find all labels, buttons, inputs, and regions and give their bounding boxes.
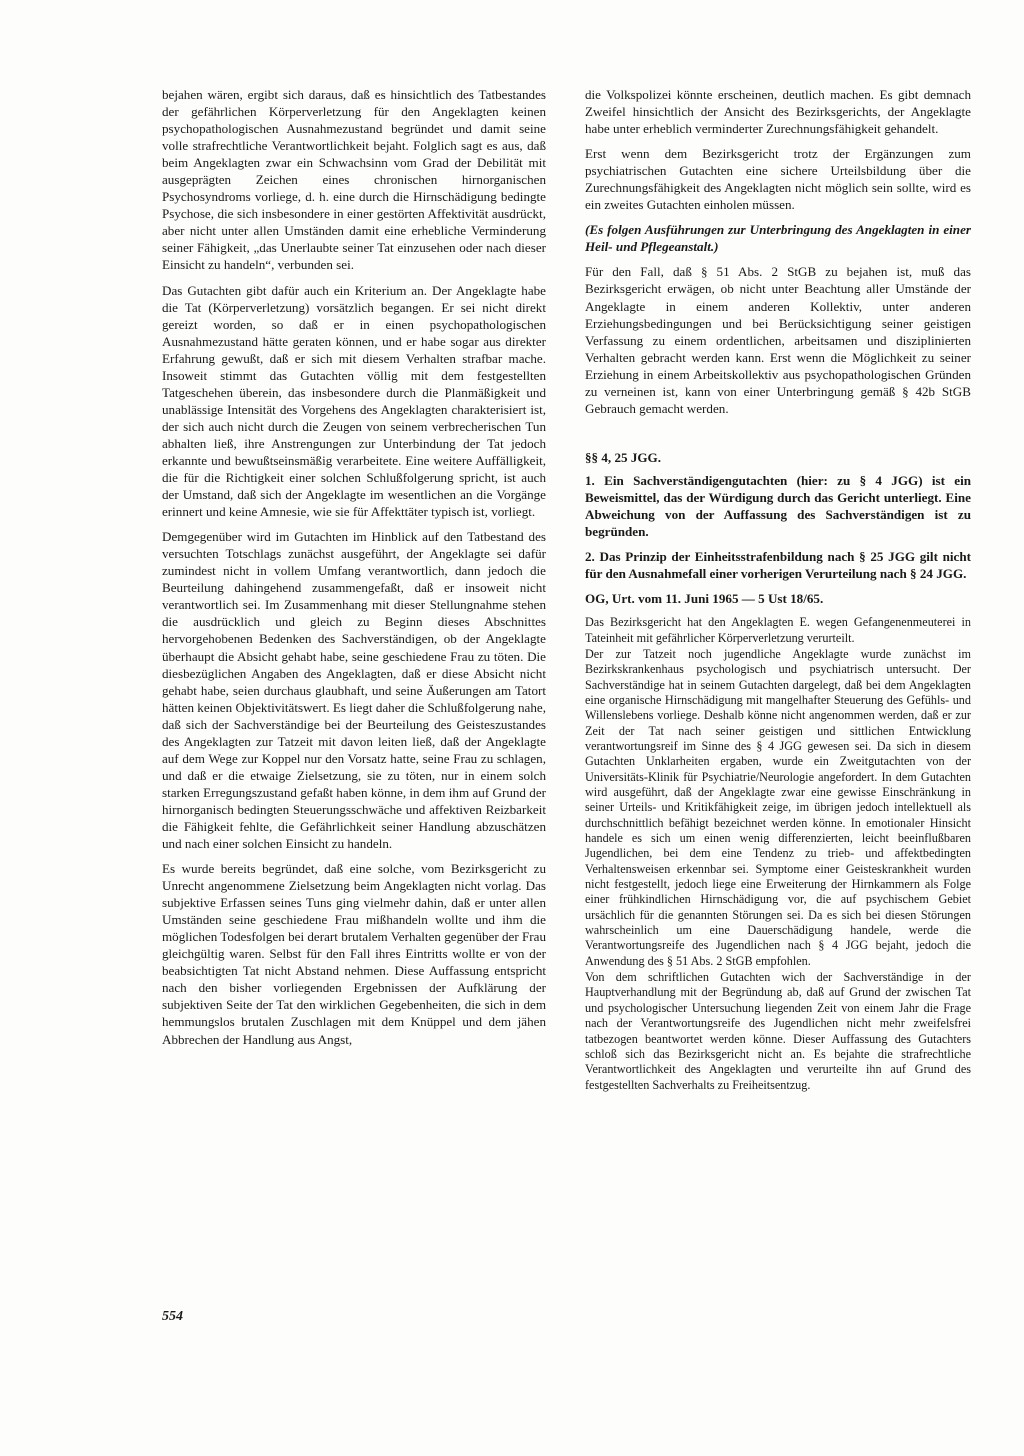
case-text bbox=[585, 615, 971, 1093]
section-spacer bbox=[585, 425, 971, 449]
left-paragraph-4: Es wurde bereits begründet, daß eine solche, vom Bezirksgericht zu Unrecht angenommene Zielsetzung beim Angeklagten nicht vorlag. Das subjektive Erfassen seines Tuns ging vielmehr dahin, daß er unter allen Umständen seine geschiedene Frau mißhandeln wollte und ihm die möglichen Todesfolgen bei derart brutalem Verhalten gegenüber der Frau gleichgültig waren. Selbst für den Fall ihres Eintritts wollte er von der beabsichtigten Tat nicht Abstand nehmen. Diese Auffassung entspricht nach den bisher vorliegenden Ergebnissen der Aufklärung der subjektiven Seite der Tat den wirklichen Gegebenheiten, die sich in dem hemmungslos brutalen Zuschlagen mit dem Knüppel und dem jähen Abbrechen der Handlung aus Angst, bbox=[162, 861, 547, 1047]
left-paragraph-2: Das Gutachten gibt dafür auch ein Kriterium an. Der Angeklagte habe die Tat (Körperverletzung) vorsätzlich begangen. Er sei nicht direkt gereizt worden, so daß er in einen psychopathologischen Ausnahmezustand hätte geraten können, und er habe sogar aus direkter Erfahrung gewußt, daß er sich mit diesem Verhalten strafbar mache. Insoweit stimmt das Gutachten völlig mit dem festgestellten Tatgeschehen überein, das insbesondere durch die Planmäßigkeit und unablässige Intensität des Vorgehens des Angeklagten charakterisiert ist, der sich auch nicht durch die Zeugen von seinem verbrecherischen Tun abhalten ließ, ihre Anstrengungen zur Unterbindung der Tat jedoch erkannte und bewußtseinsmäßig verarbeitete. Eine weitere Auffälligkeit, die für die Richtigkeit einer solchen Schlußfolgerung spricht, ist auch der Umstand, daß sich der Angeklagte im wesentlichen an die Vorgänge erinnert und keine Amnesie, wie sie für Affekttäter typisch ist, vorliegt. bbox=[162, 282, 546, 520]
right-paragraph-2: Erst wenn dem Bezirksgericht trotz der Ergänzungen zum psychiatrischen Gutachten eine sichere Urteilsbildung über die Zurechnungsfähigkeit des Angeklagten nicht möglich sein sollte, wird es ein zweites Gutachten einholen müssen. bbox=[585, 146, 971, 213]
left-paragraph-3: Demgegenüber wird im Gutachten im Hinblick auf den Tatbestand des versuchten Totschlags zunächst ausgeführt, der Angeklagte sei dafür zumindest nicht in vollem Umfang verantwortlich, dann jedoch die Beurteilung dahingehend zusammengefaßt, daß er insoweit nicht verantwortlich sei. Im Zusammenhang mit dieser Stellungnahme stehen die ausdrücklich und gleich zu Beginn dieses Abschnittes hervorgehobenen Bedenken des Sachverständigen, ob der Angeklagte überhaupt die Absicht gehabt habe, seine geschiedene Frau zu töten. Die diesbezüglichen Angaben des Angeklagten, daß er diese Absicht nicht gehabt habe, seien durchaus glaubhaft, und seine Äußerungen am Tatort hätten keinen Objektivitätswert. Es liegt daher die Schlußfolgerung nahe, daß sich der Sachverständige bei der Beurteilung des Geisteszustandes des Angeklagten zur Tatzeit mit davon leiten ließ, daß der Angeklagte auf dem Wege zur Koppel nur den Vorsatz hatte, seine Frau zu schlagen, und daß er die etwaige Zielsetzung, sie zu töten, nur in einem solch starken Erregungszustand gefaßt haben könne, in dem ihm auf Grund der hirnorganisch bedingten Steuerungsschwäche und affektiven Reizbarkeit die Fähigkeit fehlte, die Gefährlichkeit seiner Handlung abzuschätzen und nach einer solchen Einsicht zu handeln. bbox=[162, 529, 546, 852]
section-heading: §§ 4, 25 JGG. bbox=[585, 449, 662, 465]
right-paragraph-3: Für den Fall, daß § 51 Abs. 2 StGB zu bejahen ist, muß das Bezirksgericht erwägen, ob nicht unter Beachtung aller Umstände der Angeklagte in einem anderen Kollektiv, unter anderen Erziehungsbedingungen und bei Berücksichtigung seiner geistigen Verfassung zu einem ordentlichen, arbeitsamen und disziplinierten Verhalten gebracht werden kann. Erst wenn die Möglichkeit zu seiner Erziehung in einem Arbeitskollektiv aus psychopathologischen Gründen zu verneinen ist, kann von einer Unterbringung gemäß § 42b StGB Gebrauch gemacht werden. bbox=[585, 264, 971, 416]
case-paragraph-2: Der zur Tatzeit noch jugendliche Angeklagte wurde zunächst im Bezirkskrankenhaus psychologisch und psychiatrisch untersucht. Der Sachverständige hat in seinem Gutachten dargelegt, daß bei dem Angeklagten eine organische Hirnschädigung mit mangelhafter Steuerung des Gefühls- und Willenslebens vorliege. Deshalb könne nicht angenommen werden, daß er zur Zeit der Tat nach seiner geistigen und sittlichen Entwicklung verantwortungsreif im Sinne des § 4 JGG gewesen sei. Da sich in diesem Gutachten Unklarheiten ergaben, wurde ein Zweitgutachten von der Universitäts-Klinik für Psychiatrie/Neurologie angefordert. In dem Gutachten wird ausgeführt, daß der Angeklagte zwar eine gewisse Einschränkung in seiner Urteils- und Kritikfähigkeit zeige, im übrigen jedoch intellektuell als durchschnittlich befähigt bezeichnet werden könne. In emotionaler Hinsicht handele es sich um einen wenig differenzierten, leicht beeinflußbaren Jugendlichen, bei dem eine Tendenz zu trieb- und affektbedingten Verhaltensweisen erkennbar sei. Symptome einer Geisteskrankheit wurden nicht festgestellt, jedoch liege eine Erweiterung der Hirnkammern als Folge einer frühkindlichen Hirnschädigung vor, die auf psychischem Gebiet ursächlich für die genannten Störungen sei. Da es sich bei diesen Störungen wahrscheinlich um eine Dauerschädigung handele, werde die Verantwortungsreife des Jugendlichen nach § 4 JGG bejaht, jedoch die Anwendung des § 51 Abs. 2 StGB empfohlen. bbox=[585, 646, 971, 968]
headnote-1: 1. Ein Sachverständigengutachten (hier: zu § 4 JGG) ist ein Beweismittel, das der Würdigung durch das Gericht unterliegt. Eine Abweichung von der Auffassung des Sachverständigen ist zu begründen. bbox=[585, 472, 971, 540]
right-column bbox=[585, 86, 971, 1094]
left-column bbox=[162, 86, 546, 1056]
right-paragraph-1: die Volkspolizei könnte erscheinen, deutlich machen. Es gibt demnach Zweifel hinsichtlich der Ansicht des Bezirksgerichts, der Angeklagte habe unter erheblich verminderter Zurechnungsfähigkeit gehandelt. bbox=[585, 87, 971, 137]
page-number: 554 bbox=[162, 1309, 183, 1324]
left-paragraph-1: bejahen wären, ergibt sich daraus, daß es hinsichtlich des Tatbestandes der gefährlichen Körperverletzung für den Angeklagten keinen psychopathologischen Ausnahmezustand begründet und damit seine volle strafrechtliche Verantwortlichkeit bejaht. Folglich sagt es aus, daß beim Angeklagten zwar ein Schwachsinn vom Grad der Debilität mit ausgeprägten Zeichen eines chronischen hirnorganischen Psychosyndroms vorliege, d. h. eine durch die Hirnschädigung bedingte Psychose, die sich insbesondere in einer gestörten Affektivität ausdrückt, aber nicht unter allen Umständen damit eine erhebliche Verminderung seiner Fähigkeit, „das Unerlaubte seiner Tat einzusehen oder nach dieser Einsicht zu handeln“, verbunden sei. bbox=[162, 87, 546, 273]
headnote-2: 2. Das Prinzip der Einheitsstrafenbildung nach § 25 JGG gilt nicht für den Ausnahmefall einer vorherigen Verurteilung nach § 24 JGG. bbox=[585, 549, 971, 582]
case-paragraph-1: Das Bezirksgericht hat den Angeklagten E. wegen Gefangenenmeuterei in Tateinheit mit gefährlicher Körperverletzung verurteilt. bbox=[585, 615, 971, 645]
case-paragraph-3: Von dem schriftlichen Gutachten wich der Sachverständige in der Hauptverhandlung mit der Begründung ab, daß auf Grund der zwischen Tat und psychologischer Untersuchung liegenden Zeit von einem Jahr die Frage nach der Verantwortungsreife des Jugendlichen nicht mehr zweifelsfrei tatbezogen beantwortet werden könne. Dieser Auffassung des Gutachters schloß sich das Bezirksgericht nicht an. Es bejahte die strafrechtliche Verantwortlichkeit des Angeklagten und verurteilte ihn auf Grund des festgestellten Sachverhalts zu Freiheitsentzug. bbox=[585, 970, 971, 1092]
italic-note: (Es folgen Ausführungen zur Unterbringung des Angeklagten in einer Heil- und Pflegeanstalt.) bbox=[585, 222, 971, 255]
case-citation: OG, Urt. vom 11. Juni 1965 — 5 Ust 18/65. bbox=[585, 591, 824, 607]
